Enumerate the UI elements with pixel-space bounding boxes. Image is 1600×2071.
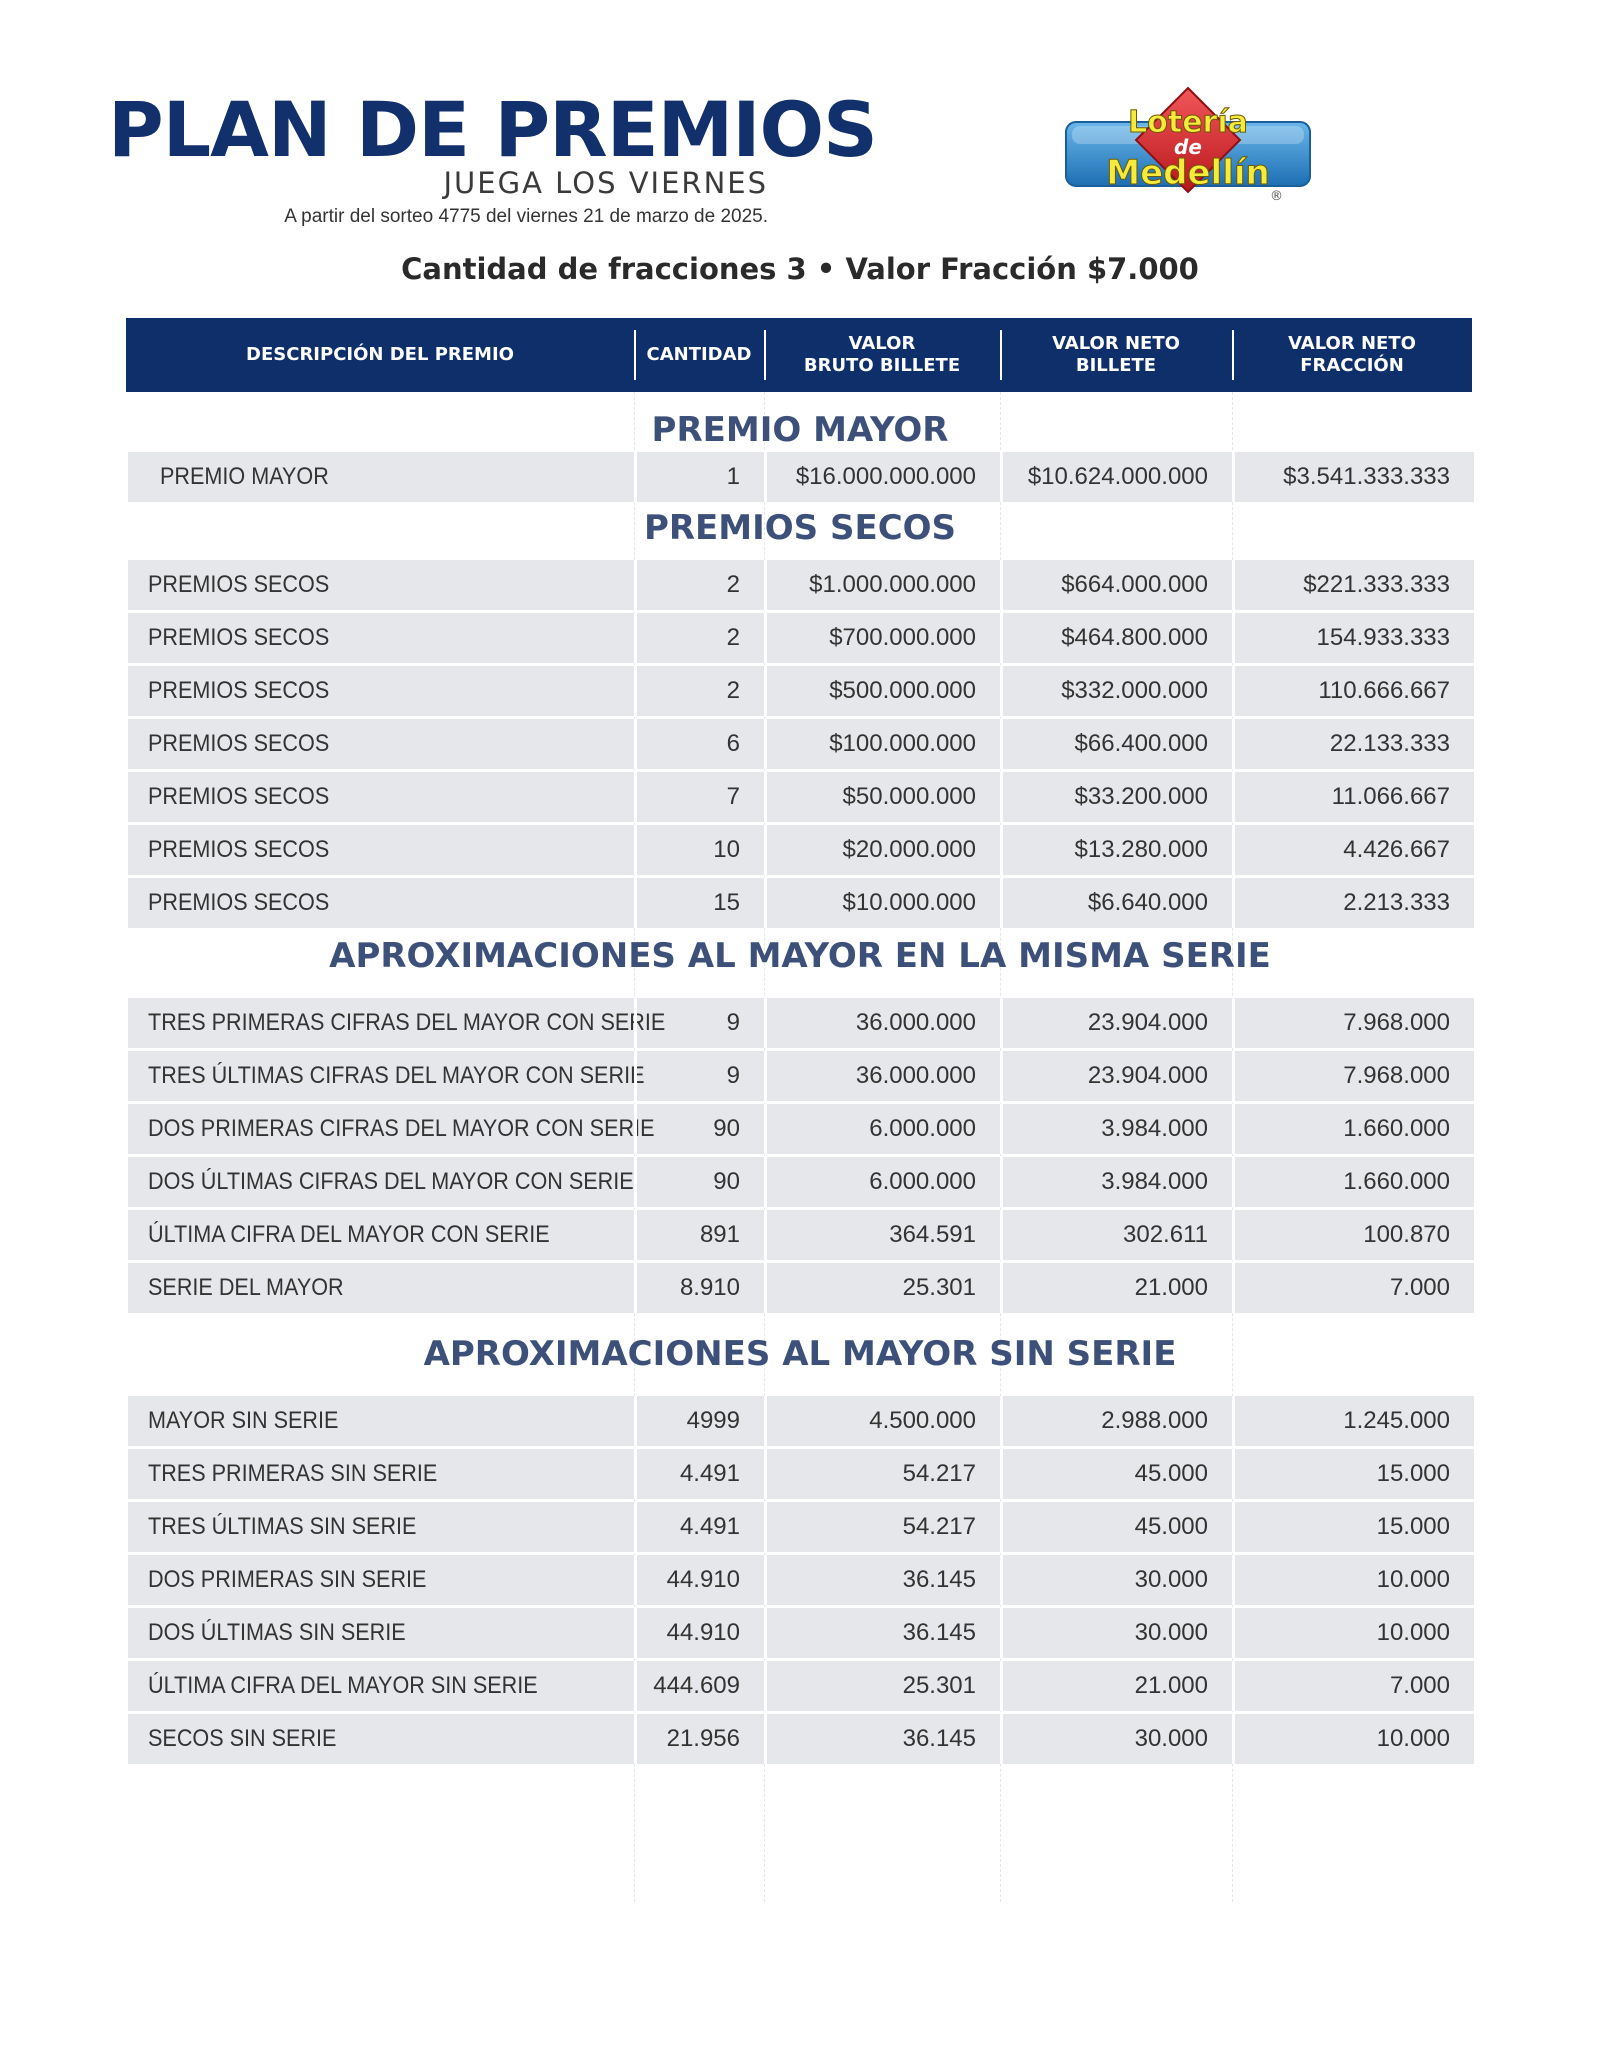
table-row [128, 1714, 1474, 1764]
prize-quantity: 9 [634, 998, 764, 1048]
prize-description [128, 1157, 634, 1207]
column-header-valor-neto-fraccion: VALOR NETO FRACCIÓN [1232, 318, 1472, 392]
prize-fraction-value: $3.541.333.333 [1232, 452, 1474, 502]
prize-quantity: 891 [634, 1210, 764, 1260]
prize-fraction-value: 154.933.333 [1232, 613, 1474, 663]
prize-fraction-value: 2.213.333 [1232, 878, 1474, 928]
table-row [128, 1555, 1474, 1605]
prize-description [128, 878, 634, 928]
table-row [128, 1502, 1474, 1552]
prize-gross-value: 6.000.000 [764, 1157, 1000, 1207]
prize-gross-value: 6.000.000 [764, 1104, 1000, 1154]
prize-description [128, 772, 634, 822]
prize-quantity: 9 [634, 1051, 764, 1101]
prize-gross-value: $1.000.000.000 [764, 560, 1000, 610]
prize-fraction-value: 7.968.000 [1232, 1051, 1474, 1101]
prize-description-text: ÚLTIMA CIFRA DEL MAYOR CON SERIE [148, 1221, 550, 1248]
section-title: PREMIOS SECOS [643, 508, 957, 548]
table-row [128, 1449, 1474, 1499]
prize-fraction-value: 15.000 [1232, 1449, 1474, 1499]
prize-description [128, 1661, 634, 1711]
logo-line2: de [1174, 135, 1202, 159]
effective-date-note: A partir del sorteo 4775 del viernes 21 de marzo de 2025. [284, 206, 768, 227]
prize-fraction-value: 11.066.667 [1232, 772, 1474, 822]
prize-net-value: 21.000 [1000, 1263, 1232, 1313]
logo-line1: Lotería [1128, 105, 1248, 140]
table-row [128, 1661, 1474, 1711]
fraction-info: Cantidad de fracciones 3 • Valor Fracción $7.000 [401, 252, 1199, 286]
section-title: APROXIMACIONES AL MAYOR SIN SERIE [423, 1334, 1177, 1374]
prize-net-value: 23.904.000 [1000, 1051, 1232, 1101]
prize-description-text: DOS PRIMERAS SIN SERIE [148, 1566, 427, 1593]
prize-quantity: 6 [634, 719, 764, 769]
table-row [128, 1157, 1474, 1207]
prize-gross-value: 54.217 [764, 1449, 1000, 1499]
prize-description-text: TRES ÚLTIMAS CIFRAS DEL MAYOR CON SERIE [148, 1062, 645, 1089]
prize-quantity: 44.910 [634, 1608, 764, 1658]
table-row [128, 1104, 1474, 1154]
prize-quantity: 444.609 [634, 1661, 764, 1711]
prize-fraction-value: 7.000 [1232, 1661, 1474, 1711]
table-row [128, 878, 1474, 928]
prize-description [128, 1555, 634, 1605]
prize-quantity: 15 [634, 878, 764, 928]
section-title: APROXIMACIONES AL MAYOR EN LA MISMA SERIE [329, 936, 1271, 976]
prize-gross-value: $100.000.000 [764, 719, 1000, 769]
prize-quantity: 7 [634, 772, 764, 822]
prize-description-text: SERIE DEL MAYOR [148, 1274, 344, 1301]
prize-description-text: DOS ÚLTIMAS CIFRAS DEL MAYOR CON SERIE [148, 1168, 634, 1195]
prize-net-value: 21.000 [1000, 1661, 1232, 1711]
prize-net-value: 45.000 [1000, 1449, 1232, 1499]
prize-fraction-value: 1.660.000 [1232, 1104, 1474, 1154]
prize-gross-value: 36.145 [764, 1714, 1000, 1764]
prize-fraction-value: 1.245.000 [1232, 1396, 1474, 1446]
prize-quantity: 44.910 [634, 1555, 764, 1605]
table-row [128, 1210, 1474, 1260]
prize-net-value: 30.000 [1000, 1608, 1232, 1658]
table-row [128, 998, 1474, 1048]
prize-net-value: 23.904.000 [1000, 998, 1232, 1048]
prize-gross-value: 36.000.000 [764, 998, 1000, 1048]
column-header-descripcion: DESCRIPCIÓN DEL PREMIO [246, 344, 514, 366]
prize-fraction-value: 10.000 [1232, 1608, 1474, 1658]
prize-description [128, 1263, 634, 1313]
prize-fraction-value: 7.968.000 [1232, 998, 1474, 1048]
prize-net-value: 2.988.000 [1000, 1396, 1232, 1446]
prize-gross-value: 4.500.000 [764, 1396, 1000, 1446]
prize-gross-value: $20.000.000 [764, 825, 1000, 875]
table-row [128, 1396, 1474, 1446]
prize-gross-value: 364.591 [764, 1210, 1000, 1260]
prize-gross-value: 25.301 [764, 1661, 1000, 1711]
prize-net-value: $664.000.000 [1000, 560, 1232, 610]
table-row [128, 666, 1474, 716]
prize-quantity: 10 [634, 825, 764, 875]
prize-quantity: 90 [634, 1157, 764, 1207]
prize-description [128, 1714, 634, 1764]
prize-quantity: 1 [634, 452, 764, 502]
prize-fraction-value: 1.660.000 [1232, 1157, 1474, 1207]
prize-gross-value: 36.000.000 [764, 1051, 1000, 1101]
prize-net-value: $6.640.000 [1000, 878, 1232, 928]
prize-net-value: $332.000.000 [1000, 666, 1232, 716]
prize-gross-value: 36.145 [764, 1555, 1000, 1605]
prize-description [128, 560, 634, 610]
prize-gross-value: $700.000.000 [764, 613, 1000, 663]
prize-description-text: DOS PRIMERAS CIFRAS DEL MAYOR CON SERIE [148, 1115, 655, 1142]
prize-quantity: 90 [634, 1104, 764, 1154]
prize-gross-value: $16.000.000.000 [764, 452, 1000, 502]
prize-description-text: TRES PRIMERAS SIN SERIE [148, 1460, 438, 1487]
prize-quantity: 4.491 [634, 1449, 764, 1499]
prize-gross-value: $10.000.000 [764, 878, 1000, 928]
prize-quantity: 2 [634, 666, 764, 716]
prize-description [128, 613, 634, 663]
prize-net-value: 302.611 [1000, 1210, 1232, 1260]
prize-net-value: $464.800.000 [1000, 613, 1232, 663]
prize-fraction-value: 10.000 [1232, 1555, 1474, 1605]
prize-net-value: $66.400.000 [1000, 719, 1232, 769]
prize-description-text: PREMIOS SECOS [148, 730, 330, 757]
page-subtitle: JUEGA LOS VIERNES [443, 166, 768, 200]
prize-description [128, 1396, 634, 1446]
prize-description-text: TRES ÚLTIMAS SIN SERIE [148, 1513, 417, 1540]
prize-description-text: PREMIOS SECOS [148, 624, 330, 651]
prize-quantity: 2 [634, 613, 764, 663]
prize-fraction-value: 4.426.667 [1232, 825, 1474, 875]
prize-description [128, 1051, 645, 1101]
table-row [128, 613, 1474, 663]
column-header-valor-bruto: VALOR BRUTO BILLETE [764, 318, 1000, 392]
table-header [126, 318, 1472, 392]
prize-description-text: PREMIOS SECOS [148, 889, 330, 916]
prize-gross-value: 25.301 [764, 1263, 1000, 1313]
prize-fraction-value: $221.333.333 [1232, 560, 1474, 610]
prize-gross-value: 54.217 [764, 1502, 1000, 1552]
prize-description-text: DOS ÚLTIMAS SIN SERIE [148, 1619, 406, 1646]
prize-description-text: TRES PRIMERAS CIFRAS DEL MAYOR CON SERIE [148, 1009, 666, 1036]
prize-fraction-value: 100.870 [1232, 1210, 1474, 1260]
prize-quantity: 4999 [634, 1396, 764, 1446]
table-row [128, 560, 1474, 610]
prize-fraction-value: 7.000 [1232, 1263, 1474, 1313]
prize-gross-value: $50.000.000 [764, 772, 1000, 822]
table-row [128, 1608, 1474, 1658]
prize-fraction-value: 10.000 [1232, 1714, 1474, 1764]
prize-description-text: ÚLTIMA CIFRA DEL MAYOR SIN SERIE [148, 1672, 538, 1699]
prize-description [128, 452, 634, 502]
table-row [128, 719, 1474, 769]
prize-net-value: 45.000 [1000, 1502, 1232, 1552]
prize-description-text: MAYOR SIN SERIE [148, 1407, 339, 1434]
prize-description [128, 1449, 634, 1499]
table-row [128, 1051, 1474, 1101]
prize-net-value: $13.280.000 [1000, 825, 1232, 875]
prize-description [128, 1608, 634, 1658]
prize-quantity: 8.910 [634, 1263, 764, 1313]
prize-net-value: 30.000 [1000, 1714, 1232, 1764]
table-row [128, 825, 1474, 875]
prize-fraction-value: 15.000 [1232, 1502, 1474, 1552]
prize-quantity: 4.491 [634, 1502, 764, 1552]
prize-quantity: 21.956 [634, 1714, 764, 1764]
prize-quantity: 2 [634, 560, 764, 610]
loteria-medellin-logo [1064, 84, 1312, 204]
column-header-cantidad: CANTIDAD [634, 318, 764, 392]
prize-description [128, 719, 634, 769]
prize-description [128, 1210, 634, 1260]
logo-line3: Medellín [1106, 153, 1270, 193]
prize-description [128, 998, 666, 1048]
prize-fraction-value: 110.666.667 [1232, 666, 1474, 716]
prize-description [128, 825, 634, 875]
prize-net-value: $10.624.000.000 [1000, 452, 1232, 502]
prize-description-text: PREMIOS SECOS [148, 571, 330, 598]
page-title: PLAN DE PREMIOS [108, 85, 877, 174]
prize-description [128, 666, 634, 716]
prize-description-text: PREMIO MAYOR [160, 463, 329, 490]
prize-fraction-value: 22.133.333 [1232, 719, 1474, 769]
table-row [128, 1263, 1474, 1313]
prize-description [128, 1502, 634, 1552]
section-title: PREMIO MAYOR [651, 410, 949, 450]
prize-description-text: PREMIOS SECOS [148, 836, 330, 863]
prize-description-text: PREMIOS SECOS [148, 783, 330, 810]
prize-net-value: 30.000 [1000, 1555, 1232, 1605]
prize-net-value: 3.984.000 [1000, 1104, 1232, 1154]
prize-net-value: 3.984.000 [1000, 1157, 1232, 1207]
prize-description-text: SECOS SIN SERIE [148, 1725, 337, 1752]
prize-net-value: $33.200.000 [1000, 772, 1232, 822]
table-row [128, 772, 1474, 822]
prize-description-text: PREMIOS SECOS [148, 677, 330, 704]
registered-mark: ® [1270, 189, 1283, 204]
prize-gross-value: 36.145 [764, 1608, 1000, 1658]
column-header-valor-neto-billete: VALOR NETO BILLETE [1000, 318, 1232, 392]
prize-gross-value: $500.000.000 [764, 666, 1000, 716]
table-row [128, 452, 1474, 502]
prize-description [128, 1104, 655, 1154]
